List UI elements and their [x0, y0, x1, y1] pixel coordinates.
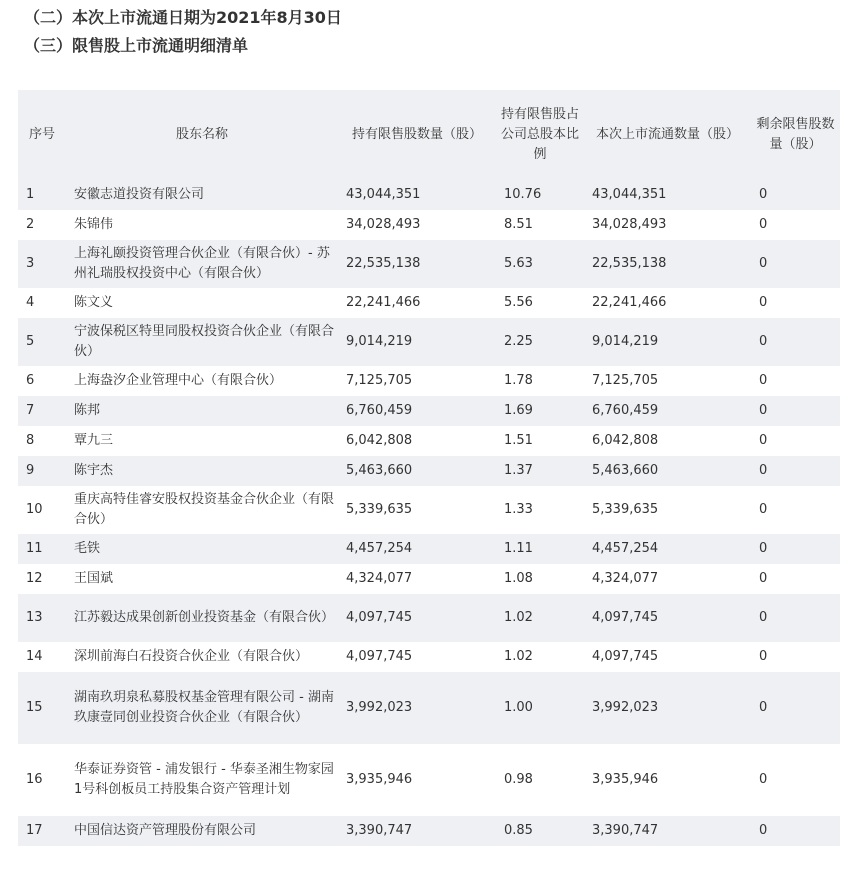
table-row: [18, 210, 840, 240]
cell-restricted-shares: 22,241,466: [338, 288, 496, 318]
cell-listed-shares: 5,463,660: [584, 456, 751, 486]
table-row: [18, 594, 840, 642]
cell-ratio: 5.56: [496, 288, 584, 318]
cell-restricted-shares: 5,339,635: [338, 486, 496, 534]
cell-listed-shares: 6,042,808: [584, 426, 751, 456]
table-row: [18, 534, 840, 564]
cell-holder-name: 覃九三: [66, 426, 338, 456]
cell-remaining-shares: 0: [751, 180, 840, 210]
col-header-restricted-shares: 持有限售股数量（股）: [338, 90, 496, 180]
cell-listed-shares: 4,324,077: [584, 564, 751, 594]
cell-listed-shares: 7,125,705: [584, 366, 751, 396]
cell-restricted-shares: 7,125,705: [338, 366, 496, 396]
cell-index: 7: [18, 396, 66, 426]
cell-holder-name: 上海礼颐投资管理合伙企业（有限合伙）- 苏州礼瑞股权投资中心（有限合伙）: [66, 240, 338, 288]
cell-index: 16: [18, 744, 66, 816]
cell-restricted-shares: 34,028,493: [338, 210, 496, 240]
cell-remaining-shares: 0: [751, 456, 840, 486]
cell-index: 6: [18, 366, 66, 396]
cell-ratio: 1.37: [496, 456, 584, 486]
section-heading-listing-date: （二）本次上市流通日期为2021年8月30日: [24, 8, 342, 27]
cell-remaining-shares: 0: [751, 396, 840, 426]
table-row: [18, 564, 840, 594]
cell-restricted-shares: 43,044,351: [338, 180, 496, 210]
cell-restricted-shares: 5,463,660: [338, 456, 496, 486]
cell-index: 1: [18, 180, 66, 210]
cell-holder-name: 朱锦伟: [66, 210, 338, 240]
cell-ratio: 2.25: [496, 318, 584, 366]
cell-restricted-shares: 9,014,219: [338, 318, 496, 366]
cell-remaining-shares: 0: [751, 210, 840, 240]
cell-holder-name: 毛铁: [66, 534, 338, 564]
cell-remaining-shares: 0: [751, 594, 840, 642]
cell-remaining-shares: 0: [751, 534, 840, 564]
cell-index: 10: [18, 486, 66, 534]
cell-ratio: 10.76: [496, 180, 584, 210]
cell-holder-name: 中国信达资产管理股份有限公司: [66, 816, 338, 846]
cell-holder-name: 上海盎汐企业管理中心（有限合伙）: [66, 366, 338, 396]
cell-listed-shares: 6,760,459: [584, 396, 751, 426]
cell-index: 9: [18, 456, 66, 486]
cell-index: 2: [18, 210, 66, 240]
cell-listed-shares: 3,992,023: [584, 672, 751, 744]
cell-index: 14: [18, 642, 66, 672]
cell-ratio: 1.11: [496, 534, 584, 564]
table-row: [18, 180, 840, 210]
cell-remaining-shares: 0: [751, 366, 840, 396]
cell-ratio: 1.69: [496, 396, 584, 426]
cell-holder-name: 宁波保税区特里同股权投资合伙企业（有限合伙）: [66, 318, 338, 366]
table-row: [18, 366, 840, 396]
cell-listed-shares: 4,097,745: [584, 642, 751, 672]
cell-remaining-shares: 0: [751, 486, 840, 534]
cell-ratio: 1.78: [496, 366, 584, 396]
col-header-remaining-shares: 剩余限售股数量（股）: [751, 90, 840, 180]
cell-ratio: 8.51: [496, 210, 584, 240]
cell-ratio: 1.33: [496, 486, 584, 534]
cell-holder-name: 湖南玖玥泉私募股权基金管理有限公司 - 湖南玖康壹同创业投资合伙企业（有限合伙）: [66, 672, 338, 744]
table-row: [18, 642, 840, 672]
cell-restricted-shares: 6,760,459: [338, 396, 496, 426]
table-row: [18, 744, 840, 816]
cell-holder-name: 安徽志道投资有限公司: [66, 180, 338, 210]
table-row: [18, 486, 840, 534]
cell-restricted-shares: 3,390,747: [338, 816, 496, 846]
cell-remaining-shares: 0: [751, 642, 840, 672]
cell-holder-name: 陈邦: [66, 396, 338, 426]
cell-restricted-shares: 3,935,946: [338, 744, 496, 816]
cell-restricted-shares: 4,097,745: [338, 642, 496, 672]
cell-holder-name: 重庆高特佳睿安股权投资基金合伙企业（有限合伙）: [66, 486, 338, 534]
cell-ratio: 0.98: [496, 744, 584, 816]
cell-index: 11: [18, 534, 66, 564]
cell-ratio: 1.02: [496, 642, 584, 672]
cell-remaining-shares: 0: [751, 564, 840, 594]
cell-index: 4: [18, 288, 66, 318]
cell-index: 5: [18, 318, 66, 366]
table-row: [18, 456, 840, 486]
cell-ratio: 1.00: [496, 672, 584, 744]
cell-index: 17: [18, 816, 66, 846]
cell-index: 3: [18, 240, 66, 288]
table-row: [18, 318, 840, 366]
cell-listed-shares: 9,014,219: [584, 318, 751, 366]
cell-restricted-shares: 22,535,138: [338, 240, 496, 288]
section-heading-detail-list: （三）限售股上市流通明细清单: [24, 36, 249, 55]
table-row: [18, 396, 840, 426]
table-header-row: [18, 90, 840, 180]
table-row: [18, 816, 840, 846]
cell-listed-shares: 43,044,351: [584, 180, 751, 210]
cell-listed-shares: 3,390,747: [584, 816, 751, 846]
restricted-shares-table: [18, 90, 840, 846]
cell-restricted-shares: 4,457,254: [338, 534, 496, 564]
cell-remaining-shares: 0: [751, 288, 840, 318]
cell-listed-shares: 22,241,466: [584, 288, 751, 318]
cell-listed-shares: 4,457,254: [584, 534, 751, 564]
col-header-ratio: 持有限售股占公司总股本比例: [496, 90, 584, 180]
cell-remaining-shares: 0: [751, 426, 840, 456]
cell-holder-name: 深圳前海白石投资合伙企业（有限合伙）: [66, 642, 338, 672]
cell-remaining-shares: 0: [751, 744, 840, 816]
cell-ratio: 1.08: [496, 564, 584, 594]
cell-remaining-shares: 0: [751, 318, 840, 366]
cell-listed-shares: 5,339,635: [584, 486, 751, 534]
cell-index: 12: [18, 564, 66, 594]
cell-remaining-shares: 0: [751, 816, 840, 846]
cell-holder-name: 陈文义: [66, 288, 338, 318]
table-row: [18, 672, 840, 744]
cell-remaining-shares: 0: [751, 240, 840, 288]
cell-holder-name: 江苏毅达成果创新创业投资基金（有限合伙）: [66, 594, 338, 642]
cell-restricted-shares: 6,042,808: [338, 426, 496, 456]
cell-ratio: 1.51: [496, 426, 584, 456]
cell-listed-shares: 4,097,745: [584, 594, 751, 642]
col-header-listed-shares: 本次上市流通数量（股）: [584, 90, 751, 180]
cell-holder-name: 陈宇杰: [66, 456, 338, 486]
cell-listed-shares: 3,935,946: [584, 744, 751, 816]
cell-remaining-shares: 0: [751, 672, 840, 744]
col-header-index: 序号: [18, 90, 66, 180]
table-row: [18, 288, 840, 318]
cell-ratio: 5.63: [496, 240, 584, 288]
table-row: [18, 240, 840, 288]
cell-holder-name: 华泰证券资管 - 浦发银行 - 华泰圣湘生物家园1号科创板员工持股集合资产管理计划: [66, 744, 338, 816]
cell-restricted-shares: 4,324,077: [338, 564, 496, 594]
cell-listed-shares: 34,028,493: [584, 210, 751, 240]
cell-ratio: 1.02: [496, 594, 584, 642]
col-header-holder-name: 股东名称: [66, 90, 338, 180]
cell-restricted-shares: 3,992,023: [338, 672, 496, 744]
cell-index: 8: [18, 426, 66, 456]
cell-index: 13: [18, 594, 66, 642]
cell-restricted-shares: 4,097,745: [338, 594, 496, 642]
cell-listed-shares: 22,535,138: [584, 240, 751, 288]
cell-index: 15: [18, 672, 66, 744]
cell-ratio: 0.85: [496, 816, 584, 846]
table-row: [18, 426, 840, 456]
cell-holder-name: 王国斌: [66, 564, 338, 594]
